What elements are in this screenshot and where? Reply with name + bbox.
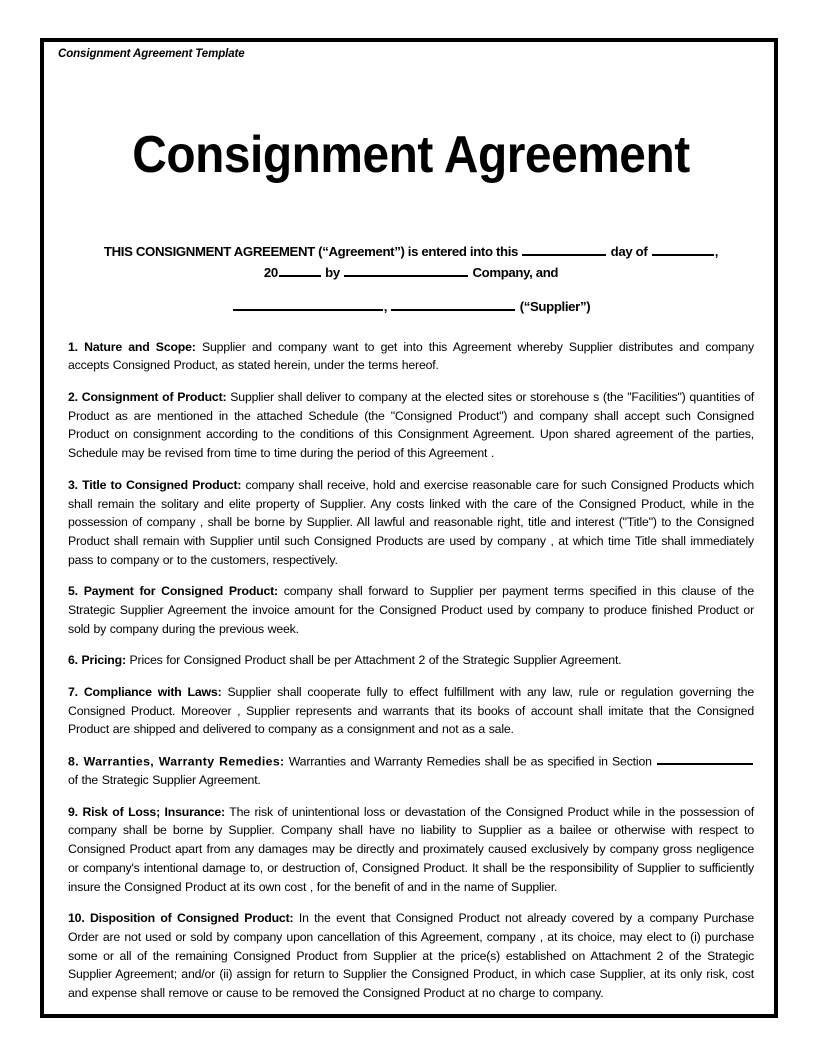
clause-5-heading: 5. Payment for Consigned Product:: [68, 584, 278, 599]
clause-1-nature-and-scope: [68, 338, 754, 375]
document-content: [62, 98, 760, 1006]
preamble-text-2a: 20: [263, 264, 278, 280]
preamble-text-1b: day of: [607, 243, 651, 259]
clause-9-heading: 9. Risk of Loss; Insurance:: [68, 804, 225, 819]
clause-5-body: company shall forward to Supplier per payment terms specified in this clause of the Strategic Supplier Agreement the invoice amount for the Consigned Product used by company to produce finished Product or sold by company during the previous week.: [68, 584, 754, 636]
clause-6-pricing: [68, 651, 754, 670]
blank-day[interactable]: [522, 241, 606, 255]
blank-supplier-address[interactable]: [391, 297, 515, 311]
clause-3-title-to-consigned-product: [68, 476, 754, 569]
page-title: Consignment Agreement: [132, 126, 690, 184]
document-header-label: Consignment Agreement Template: [58, 48, 245, 60]
clause-1-body: Supplier and company want to get into this Agreement whereby Supplier distributes and company accepts Consigned Product, as stated herein, under the terms hereof.: [68, 339, 754, 373]
clause-list: [62, 338, 760, 1003]
preamble-text-1c: ,: [714, 243, 719, 259]
clause-7-heading: 7. Compliance with Laws:: [68, 685, 222, 700]
preamble-text-3a: ,: [383, 299, 391, 315]
clause-2-heading: 2. Consignment of Product:: [68, 390, 227, 405]
clause-8-warranties-warranty-remedies: [68, 752, 754, 790]
clause-9-risk-of-loss-insurance: [68, 803, 754, 896]
clause-10-heading: 10. Disposition of Consigned Product:: [68, 911, 294, 926]
blank-year[interactable]: [279, 263, 321, 277]
clause-6-body: Prices for Consigned Product shall be per Attachment 2 of the Strategic Supplier Agreement.: [125, 653, 622, 668]
blank-supplier-name[interactable]: [233, 297, 383, 311]
preamble-line-2: [70, 262, 752, 283]
clause-8-body-after: of the Strategic Supplier Agreement.: [68, 773, 261, 788]
blank-month[interactable]: [652, 241, 714, 255]
clause-8-heading: 8. Warranties, Warranty Remedies:: [68, 754, 285, 769]
document-page: [40, 38, 778, 1018]
blank-company-name[interactable]: [344, 263, 468, 277]
clause-10-body: In the event that Consigned Product not already covered by a company Purchase Order are not used or sold by company upon cancellation of this Agreement, company , at its choice, may elect to (i) purchase some or all of the remaining Consigned Product from Supplier at the price(s) established on Attachment 2 of the Strategic Supplier Agreement; and/or (ii) assign for return to Supplier the Consigned Product, in which case Supplier, at its only risk, cost and expense shall remove or cause to be removed the Consigned Product at no charge to company.: [68, 911, 754, 1000]
preamble-line-3: [70, 296, 752, 317]
preamble-text-3b: (“Supplier”): [516, 299, 591, 315]
preamble-line-1: [70, 241, 752, 262]
preamble-text-2b: by: [321, 264, 344, 280]
blank-section-number[interactable]: [657, 752, 753, 765]
preamble-block: [62, 241, 760, 318]
clause-5-payment-for-consigned-product: [68, 582, 754, 638]
clause-9-body: The risk of unintentional loss or devastation of the Consigned Product while in the possession of company shall be borne by Supplier. Company shall have no liability to Supplier as a bailee or otherwise with respect to Consigned Product apart from any damages may be directly and proximately caused exclusively by company gross negligence or company's intentional damage to, or destruction of, Consigned Product. It shall be the responsibility of Supplier to sufficiently insure the Consigned Product at its own cost , for the benefit of and in the name of Supplier.: [68, 804, 754, 894]
clause-1-heading: 1. Nature and Scope:: [68, 339, 196, 354]
preamble-text-2c: Company, and: [469, 264, 559, 280]
preamble-text-1a: THIS CONSIGNMENT AGREEMENT (“Agreement”) is entered into this: [103, 243, 522, 259]
clause-7-body: Supplier shall cooperate fully to effect fulfillment with any law, rule or regulation governing the Consigned Product. Moreover , Supplier represents and warrants that its books of account shall imitate that the Consigned Product are shipped and delivered to company as a consignment and not as a sale.: [68, 685, 754, 737]
clause-7-compliance-with-laws: [68, 683, 754, 739]
clause-6-heading: 6. Pricing:: [68, 653, 126, 668]
clause-10-disposition-of-consigned-product: [68, 909, 754, 1002]
clause-8-body-before: Warranties and Warranty Remedies shall be as specified in Section: [284, 754, 656, 769]
clause-2-body: Supplier shall deliver to company at the elected sites or storehouse s (the "Facilities") quantities of Product as are mentioned in the attached Schedule (the "Consigned Product") and company shall accept such Consigned Product on consignment according to the conditions of this Consignment Agreement. Upon shared agreement of the parties, Schedule may be revised from time to time during the period of this Agreement .: [68, 390, 754, 461]
clause-3-heading: 3. Title to Consigned Product:: [68, 477, 242, 492]
clause-2-consignment-of-product: [68, 388, 754, 463]
clause-3-body: company shall receive, hold and exercise reasonable care for such Consigned Products which shall remain the solitary and elite property of Supplier. Any costs linked with the care of the Consigned Product, while in the possession of company , shall be borne by Supplier. All lawful and reasonable right, title and interest ("Title") to the Consigned Product shall remain with Supplier until such Consigned Products are used by company , at which time Title shall immediately pass to company or to the customers, respectively.: [68, 477, 754, 567]
